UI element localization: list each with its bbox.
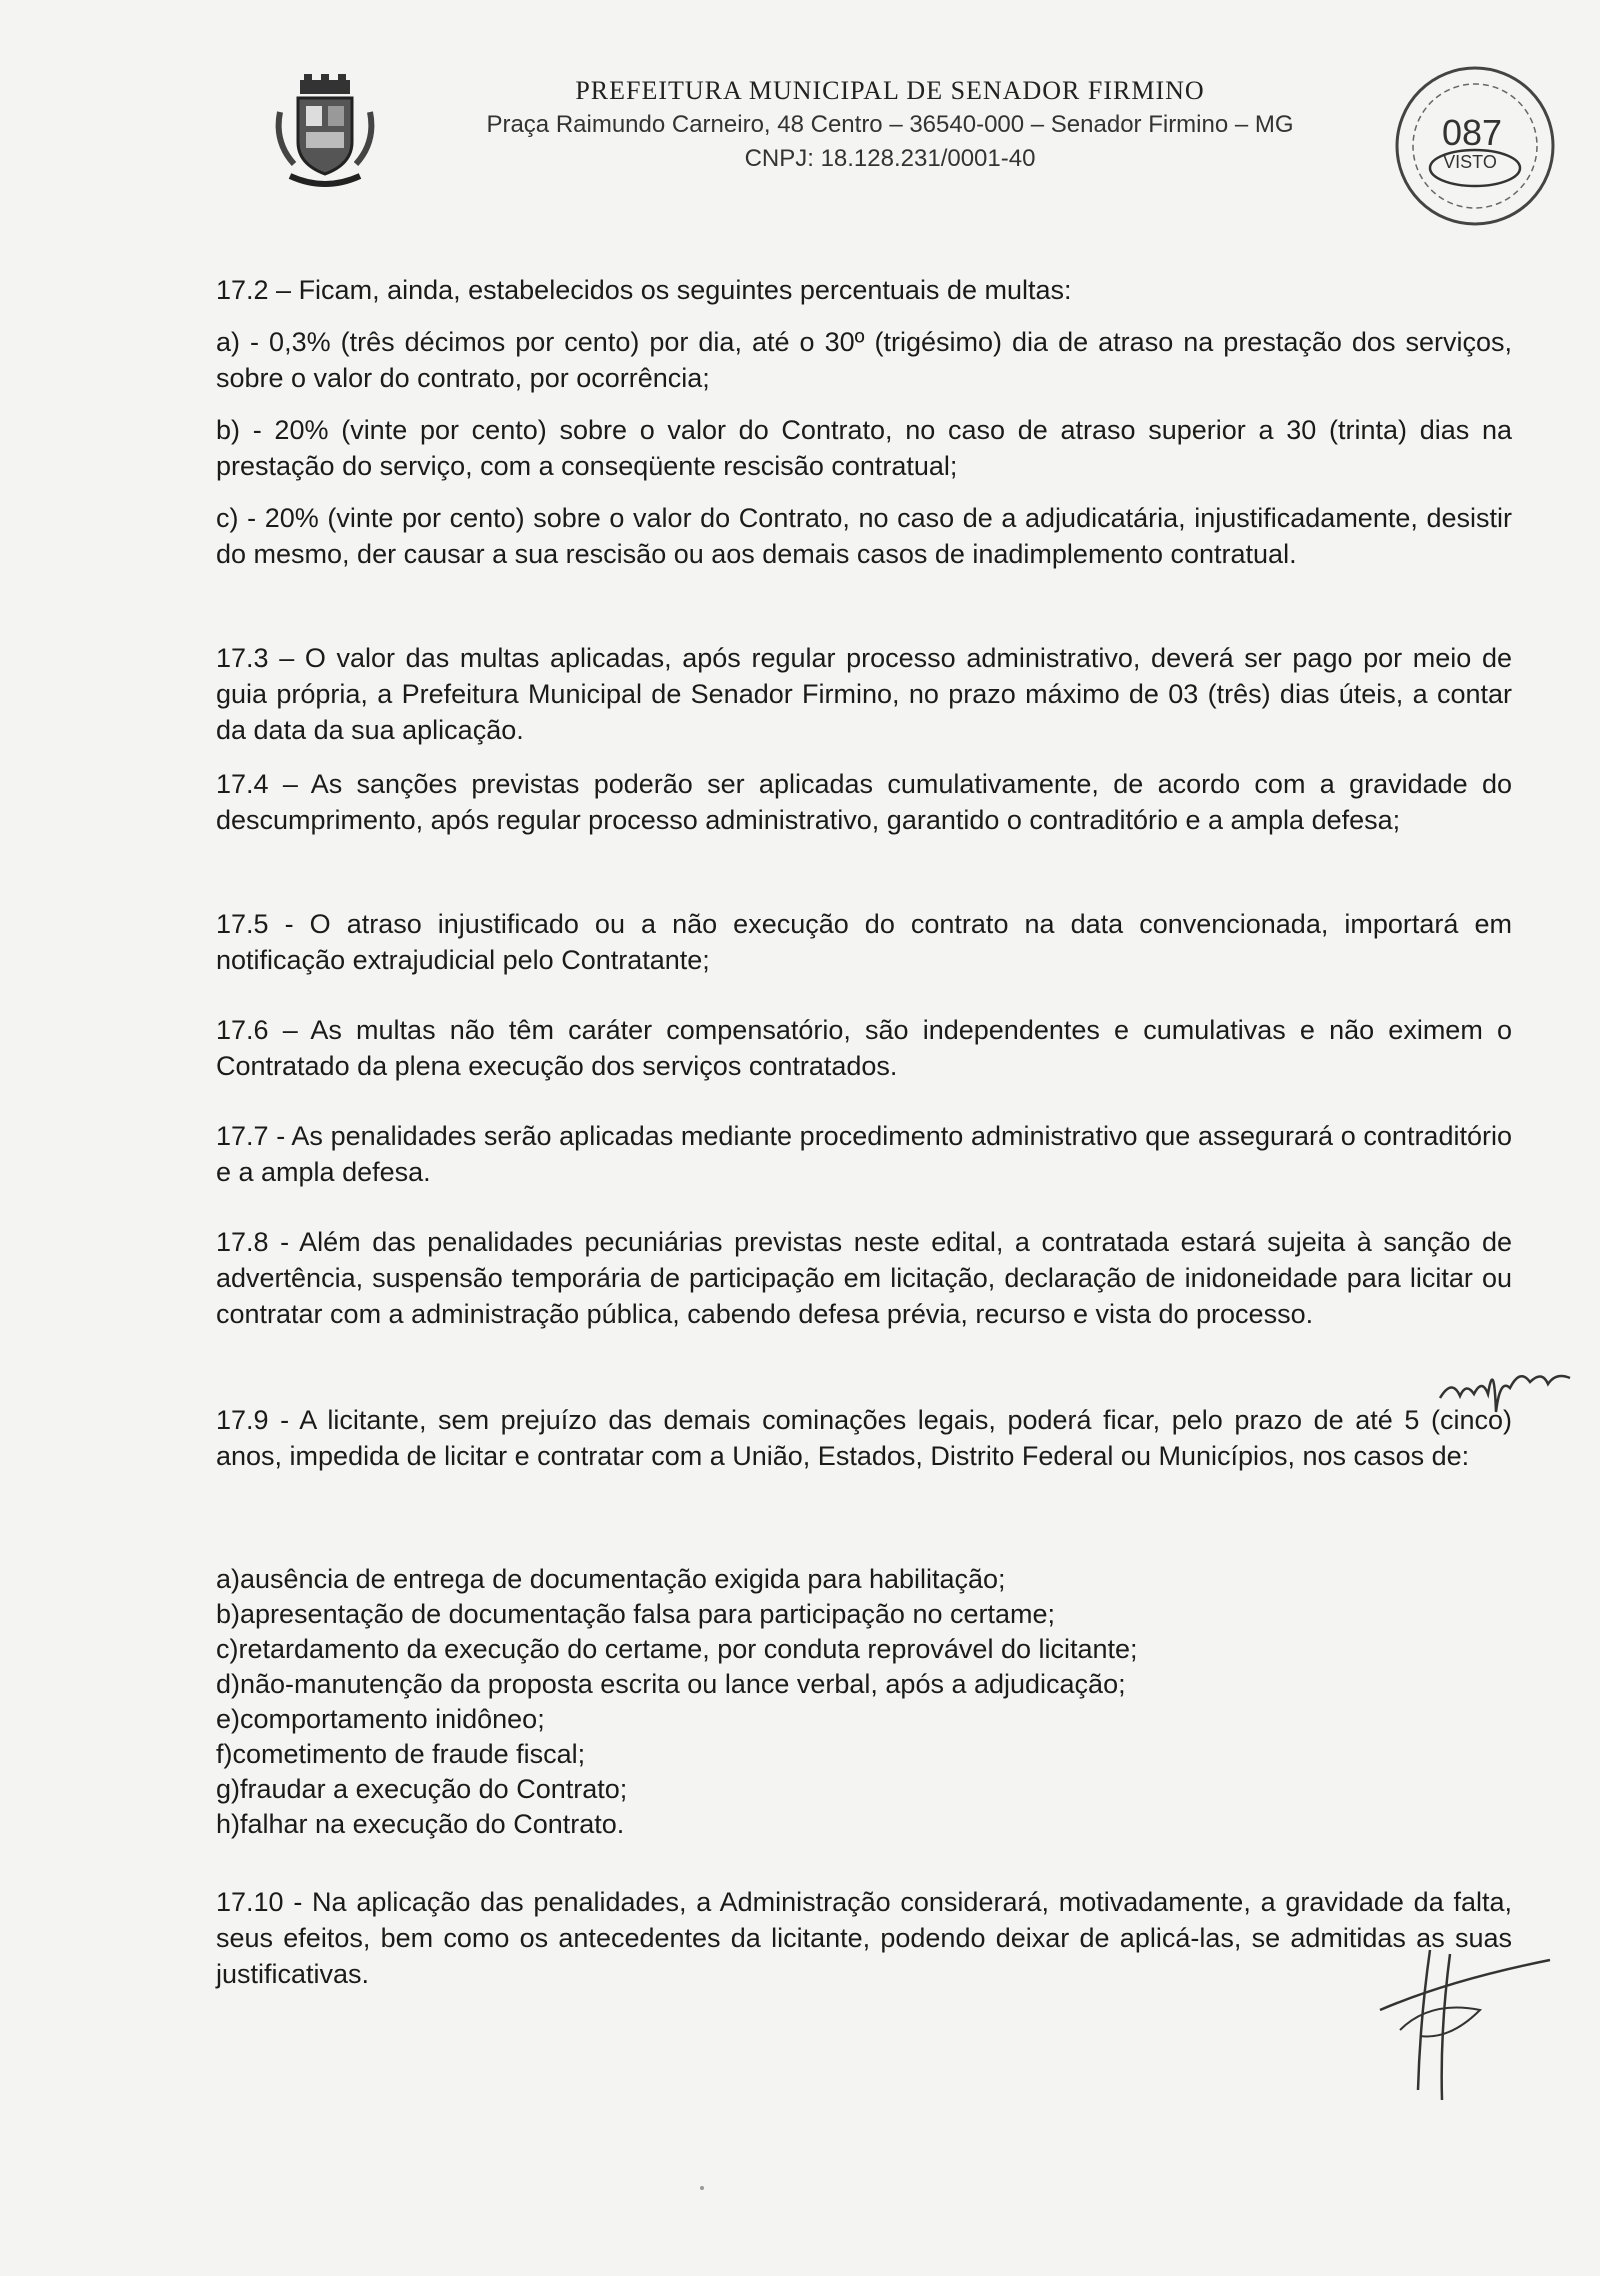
paragraph-17-6: 17.6 – As multas não têm caráter compensatório, são independentes e cumulativas e não eximem o Contratado da plena execução dos serviços contratados.	[216, 1015, 1512, 1081]
paragraph-17-7: 17.7 - As penalidades serão aplicadas mediante procedimento administrativo que assegurará o contraditório e a ampla defesa.	[216, 1121, 1512, 1187]
list-item: g)fraudar a execução do Contrato;	[216, 1774, 628, 1804]
paragraph-17-5: 17.5 - O atraso injustificado ou a não execução do contrato na data convencionada, importará em notificação extrajudicial pelo Contratante;	[216, 909, 1512, 975]
list-item: h)falhar na execução do Contrato.	[216, 1809, 625, 1839]
scan-speck	[700, 2186, 704, 2190]
stamp-number: 087	[1441, 112, 1503, 153]
list-item: e)comportamento inidôneo;	[216, 1704, 545, 1734]
handwritten-initials-icon	[1430, 1338, 1600, 1418]
paragraph-17-2-b: b) - 20% (vinte por cento) sobre o valor do Contrato, no caso de atraso superior a 30 (trinta) dias na prestação do serviço, com a conseqüente rescisão contratual;	[216, 415, 1512, 481]
letterhead	[390, 74, 1390, 176]
stamp-visto: VISTO	[1443, 152, 1497, 172]
municipal-crest-icon	[270, 72, 380, 192]
letterhead-address: Praça Raimundo Carneiro, 48 Centro – 36540-000 – Senador Firmino – MG	[486, 111, 1294, 138]
paragraph-17-8: 17.8 - Além das penalidades pecuniárias previstas neste edital, a contratada estará sujeita à sanção de advertência, suspensão temporária de participação em licitação, declaração de inidoneidade para licitar ou contratar com a administração pública, cabendo defesa prévia, recurso e vista do processo.	[216, 1227, 1512, 1329]
paragraph-17-2: 17.2 – Ficam, ainda, estabelecidos os seguintes percentuais de multas:	[216, 275, 1072, 305]
paragraph-17-4: 17.4 – As sanções previstas poderão ser aplicadas cumulativamente, de acordo com a gravidade do descumprimento, após regular processo administrativo, garantido o contraditório e a ampla defesa;	[216, 769, 1512, 835]
paragraph-17-10: 17.10 - Na aplicação das penalidades, a Administração considerará, motivadamente, a gravidade da falta, seus efeitos, bem como os antecedentes da licitante, podendo deixar de aplicá-las, se admitidas as suas justificativas.	[216, 1887, 1512, 1989]
letterhead-title: PREFEITURA MUNICIPAL DE SENADOR FIRMINO	[575, 76, 1205, 105]
list-item: d)não-manutenção da proposta escrita ou lance verbal, após a adjudicação;	[216, 1669, 1126, 1699]
paragraph-17-3: 17.3 – O valor das multas aplicadas, após regular processo administrativo, deverá ser pago por meio de guia própria, a Prefeitura Municipal de Senador Firmino, no prazo máximo de 03 (três) dias úteis, a contar da data da sua aplicação.	[216, 643, 1512, 745]
list-item: f)cometimento de fraude fiscal;	[216, 1739, 586, 1769]
list-item: c)retardamento da execução do certame, por conduta reprovável do licitante;	[216, 1634, 1138, 1664]
list-item: a)ausência de entrega de documentação exigida para habilitação;	[216, 1564, 1006, 1594]
cases-list	[216, 1562, 1138, 1842]
paragraph-17-2-c: c) - 20% (vinte por cento) sobre o valor do Contrato, no caso de a adjudicatária, injustificadamente, desistir do mesmo, der causar a sua rescisão ou aos demais casos de inadimplemento contratual.	[216, 503, 1512, 569]
list-item: b)apresentação de documentação falsa para participação no certame;	[216, 1599, 1056, 1629]
paragraph-17-2-a: a) - 0,3% (três décimos por cento) por dia, até o 30º (trigésimo) dia de atraso na prestação dos serviços, sobre o valor do contrato, por ocorrência;	[216, 327, 1512, 393]
paragraph-17-9: 17.9 - A licitante, sem prejuízo das demais cominações legais, poderá ficar, pelo prazo de até 5 (cinco) anos, impedida de licitar e contratar com a União, Estados, Distrito Federal ou Municípios, nos casos de:	[216, 1405, 1512, 1471]
letterhead-cnpj: CNPJ: 18.128.231/0001-40	[744, 145, 1036, 172]
handwritten-signature-icon	[1360, 1940, 1560, 2120]
